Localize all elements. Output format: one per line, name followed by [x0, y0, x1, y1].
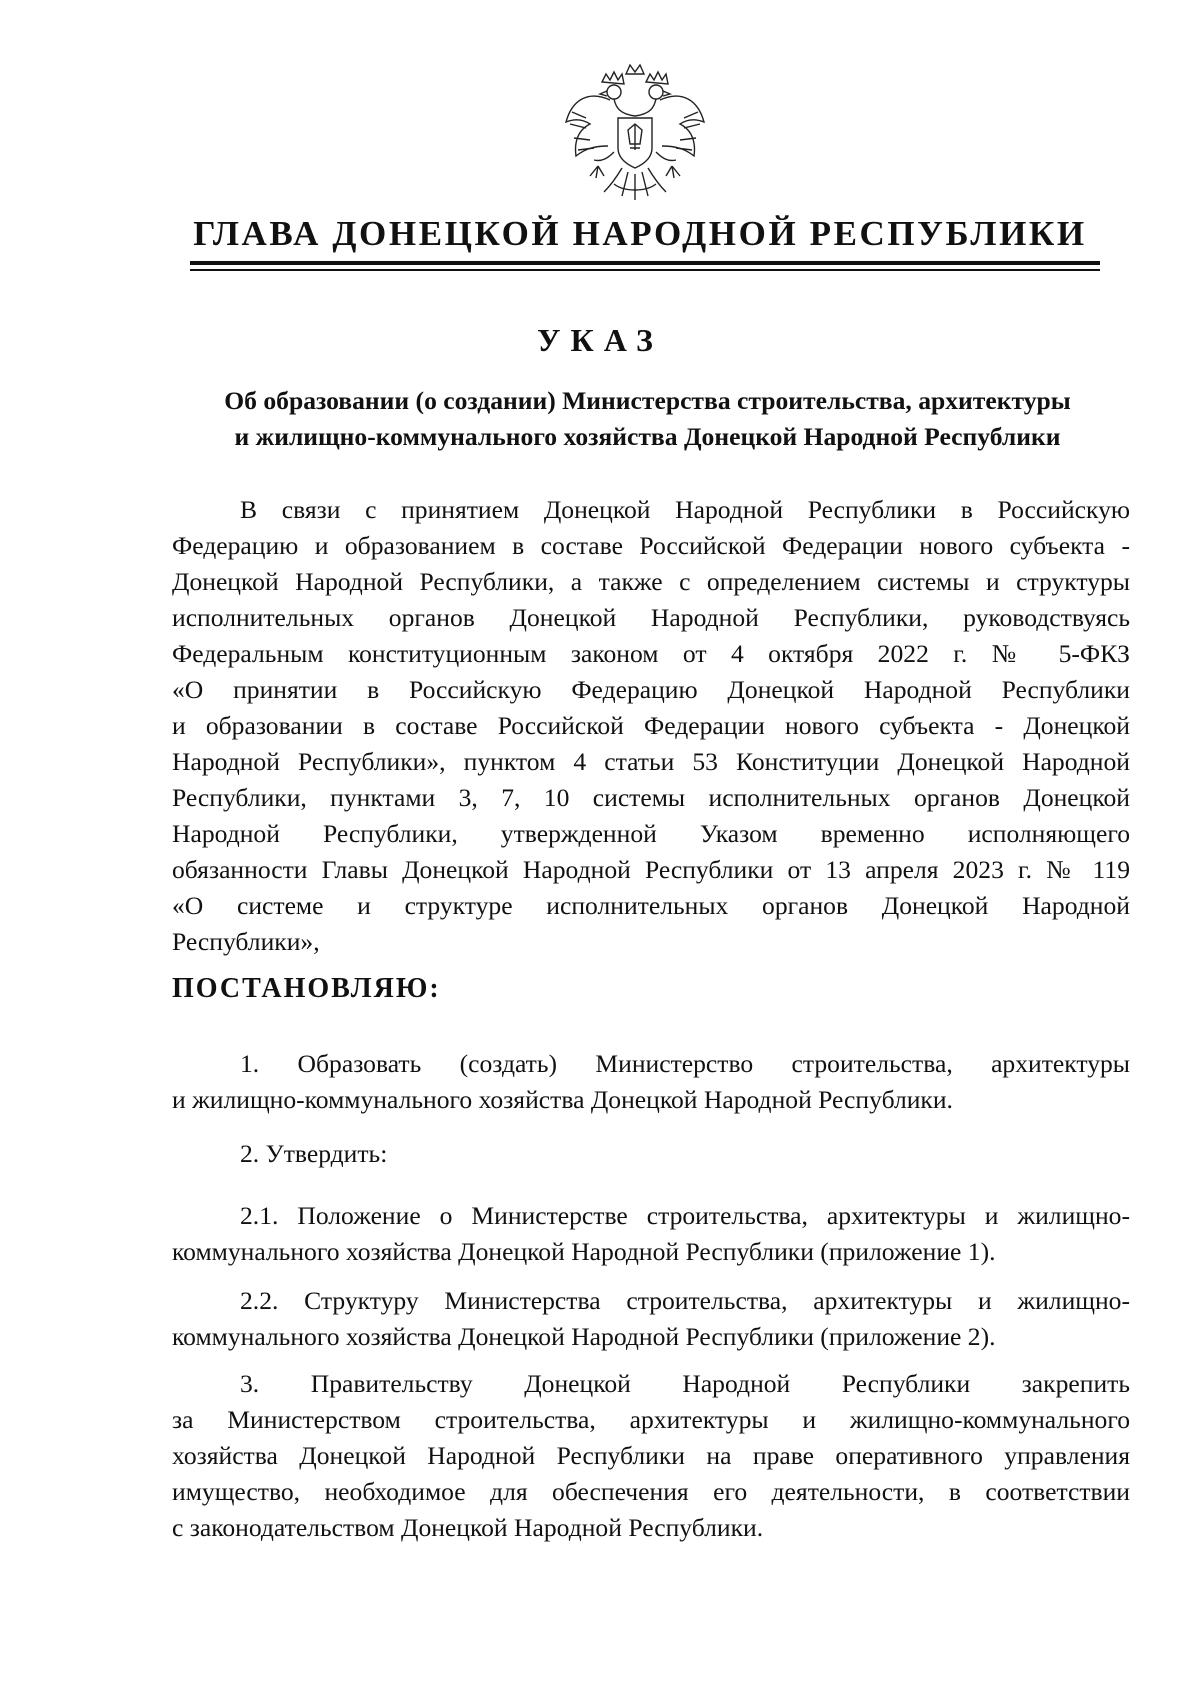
clause-line: 2.2. Структуру Министерства строительства, архитектуры и жилищно- — [240, 1286, 1130, 1315]
clause-line: 2. Утвердить: — [240, 1139, 388, 1168]
title-line: Об образовании (о создании) Министерства строительства, архитектуры — [224, 386, 1071, 415]
preamble-line: исполнительных органов Донецкой Народной Республики, руководствуясь — [172, 603, 1130, 632]
clause-2-2 — [172, 1283, 1130, 1355]
clause-line: за Министерством строительства, архитектуры и жилищно-коммунального — [172, 1405, 1130, 1434]
clause-2 — [172, 1136, 1130, 1172]
preamble-line: В связи с принятием Донецкой Народной Республики в Российскую — [240, 495, 1130, 524]
preamble-line: Федеральным конституционным законом от 4 октября 2022 г. № 5-ФКЗ — [172, 639, 1130, 668]
dpr-coat-of-arms-icon — [558, 60, 712, 210]
preamble-line: Народной Республики», пунктом 4 статьи 53 Конституции Донецкой Народной — [172, 747, 1130, 776]
clause-2-1 — [172, 1198, 1130, 1270]
clause-1 — [172, 1046, 1130, 1118]
clause-line: 2.1. Положение о Министерстве строительства, архитектуры и жилищно- — [240, 1201, 1130, 1230]
document-title — [170, 383, 1125, 455]
preamble-line: «О принятии в Российскую Федерацию Донецкой Народной Республики — [172, 675, 1130, 704]
clause-line: коммунального хозяйства Донецкой Народной Республики (приложение 1). — [172, 1237, 996, 1266]
preamble-line: Республики», — [172, 927, 320, 956]
document-type: УКАЗ — [537, 322, 663, 358]
preamble-line: обязанности Главы Донецкой Народной Республики от 13 апреля 2023 г. № 119 — [172, 855, 1130, 884]
preamble-line: и образовании в составе Российской Федерации нового субъекта - Донецкой — [172, 711, 1130, 740]
preamble-line: Республики, пунктами 3, 7, 10 системы исполнительных органов Донецкой — [172, 783, 1130, 812]
clause-line: хозяйства Донецкой Народной Республики на праве оперативного управления — [172, 1441, 1130, 1470]
title-line: и жилищно-коммунального хозяйства Донецкой Народной Республики — [234, 422, 1061, 451]
header-rule-thin — [190, 269, 1100, 271]
clause-line: 1. Образовать (создать) Министерство строительства, архитектуры — [240, 1049, 1130, 1078]
header-rule-thick — [190, 261, 1100, 265]
preamble-line: Народной Республики, утвержденной Указом временно исполняющего — [172, 819, 1130, 848]
issuing-authority: ГЛАВА ДОНЕЦКОЙ НАРОДНОЙ РЕСПУБЛИКИ — [193, 214, 1087, 253]
clause-line: имущество, необходимое для обеспечения его деятельности, в соответствии — [172, 1477, 1130, 1506]
preamble-line: Донецкой Народной Республики, а также с определением системы и структуры — [172, 567, 1130, 596]
clause-line: с законодательством Донецкой Народной Республики. — [172, 1513, 764, 1542]
clause-line: 3. Правительству Донецкой Народной Республики закрепить — [240, 1369, 1130, 1398]
clause-line: и жилищно-коммунального хозяйства Донецкой Народной Республики. — [172, 1085, 953, 1114]
clause-3 — [172, 1366, 1130, 1546]
preamble-line: «О системе и структуре исполнительных органов Донецкой Народной — [172, 891, 1130, 920]
preamble-line: Федерацию и образованием в составе Российской Федерации нового субъекта - — [172, 531, 1130, 560]
decree-word: ПОСТАНОВЛЯЮ: — [172, 973, 441, 1004]
preamble-paragraph — [172, 492, 1130, 960]
clause-line: коммунального хозяйства Донецкой Народной Республики (приложение 2). — [172, 1322, 996, 1351]
